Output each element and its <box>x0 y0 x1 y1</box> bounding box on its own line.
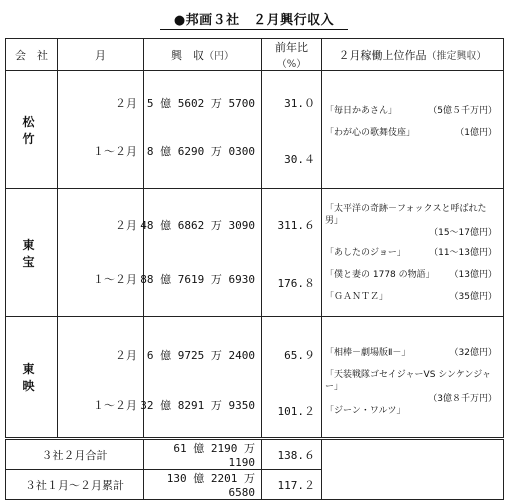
month-cell <box>58 71 144 189</box>
work-revenue: （3億８千万円） <box>428 394 497 404</box>
works-cell <box>322 189 504 317</box>
revenue-table <box>5 38 504 500</box>
revenue-cell <box>140 317 262 439</box>
yoy-jan-feb: 101.２ <box>277 405 315 418</box>
work-title: 「毎日かあさん」 <box>325 106 398 116</box>
total-label: ３社２月合計 <box>6 439 144 470</box>
header-month: 月 <box>58 39 144 71</box>
work-revenue: （11～13億円） <box>429 248 497 258</box>
header-yoy-label: 前年比 <box>275 41 308 54</box>
page-title: ●邦画３社 ２月興行収入 <box>160 9 348 30</box>
work-revenue: （32億円） <box>449 348 497 358</box>
work-title: 「天装戦隊ゴセイジャーVS シンケンジャー」 <box>325 370 492 392</box>
work-title: 「わが心の歌舞伎座」 <box>325 128 416 138</box>
header-revenue-label: 興 収 <box>171 48 204 62</box>
work-title: 「あしたのジョー」 <box>325 248 406 258</box>
work-title: 「相棒－劇場版Ⅱ－」 <box>325 348 411 358</box>
company-row-toei <box>6 317 504 439</box>
company-row-shochiku <box>6 71 504 189</box>
header-row <box>6 39 504 71</box>
work-title: 「ＧＡＮＴＺ」 <box>325 292 389 302</box>
header-works <box>322 39 504 71</box>
header-revenue-unit: （円） <box>204 50 234 62</box>
work-revenue: （15～17億円） <box>429 228 497 238</box>
month-jan-feb: １～２月 <box>93 273 137 286</box>
header-company: 会 社 <box>6 39 58 71</box>
yoy-feb: 65.９ <box>284 349 315 362</box>
yoy-feb: 311.６ <box>277 219 315 232</box>
header-yoy-unit: （%） <box>276 59 307 70</box>
revenue-jan-feb: 8 億 6290 万 0300 <box>146 145 255 158</box>
total-empty-cell <box>322 470 504 500</box>
revenue-feb: 6 億 9725 万 2400 <box>146 349 255 362</box>
revenue-jan-feb: 32 億 8291 万 9350 <box>140 399 255 412</box>
yoy-jan-feb: 176.８ <box>277 277 315 290</box>
month-jan-feb: １～２月 <box>93 145 137 158</box>
month-feb: ２月 <box>115 349 137 362</box>
works-cell <box>322 317 504 439</box>
work-title: 「太平洋の奇跡－フォックスと呼ばれた男」 <box>325 204 487 226</box>
revenue-feb: 5 億 5602 万 5700 <box>146 97 255 110</box>
total-yoy: 138.６ <box>262 439 322 470</box>
total-revenue: 130 億 2201 万 6580 <box>144 470 262 500</box>
work-item <box>322 105 503 117</box>
total-yoy: 117.２ <box>262 470 322 500</box>
header-works-label: ２月稼働上位作品 <box>338 48 427 62</box>
total-row-cumulative <box>6 470 504 500</box>
month-feb: ２月 <box>115 219 137 232</box>
company-name: 東 映 <box>6 317 58 439</box>
month-jan-feb: １～２月 <box>93 399 137 412</box>
work-item <box>322 247 503 259</box>
work-revenue: （35億円） <box>449 292 497 302</box>
total-revenue: 61 億 2190 万 1190 <box>144 439 262 470</box>
yoy-cell <box>262 71 322 189</box>
month-cell <box>58 189 144 317</box>
company-row-toho <box>6 189 504 317</box>
month-cell <box>58 317 144 439</box>
company-name: 松 竹 <box>6 71 58 189</box>
work-item <box>322 369 503 393</box>
works-cell <box>322 71 504 189</box>
work-title: 「僕と妻の 1778 の物語」 <box>325 270 435 280</box>
work-item <box>322 347 503 359</box>
total-row-february <box>6 439 504 470</box>
total-label: ３社１月～２月累計 <box>6 470 144 500</box>
work-item <box>322 269 503 281</box>
work-item <box>322 203 503 227</box>
yoy-cell <box>262 317 322 439</box>
total-empty-cell <box>322 439 504 470</box>
yoy-feb: 31.０ <box>284 97 315 110</box>
yoy-cell <box>262 189 322 317</box>
revenue-jan-feb: 88 億 7619 万 6930 <box>140 273 255 286</box>
header-revenue <box>144 39 262 71</box>
header-yoy <box>262 39 322 71</box>
revenue-feb: 48 億 6862 万 3090 <box>140 219 255 232</box>
work-revenue: （5億５千万円） <box>428 106 497 116</box>
month-feb: ２月 <box>115 97 137 110</box>
work-item <box>322 127 503 139</box>
yoy-jan-feb: 30.４ <box>284 153 315 166</box>
work-revenue: （13億円） <box>449 270 497 280</box>
revenue-cell <box>140 189 262 317</box>
revenue-cell <box>144 71 262 189</box>
header-works-unit: （推定興収） <box>426 50 487 62</box>
work-revenue: （1億円） <box>455 128 497 138</box>
company-name: 東 宝 <box>6 189 58 317</box>
work-item <box>322 291 503 303</box>
work-title: 「ジーン・ワルツ」 <box>325 406 406 416</box>
work-item <box>322 405 503 417</box>
title-wrapper <box>0 9 508 30</box>
